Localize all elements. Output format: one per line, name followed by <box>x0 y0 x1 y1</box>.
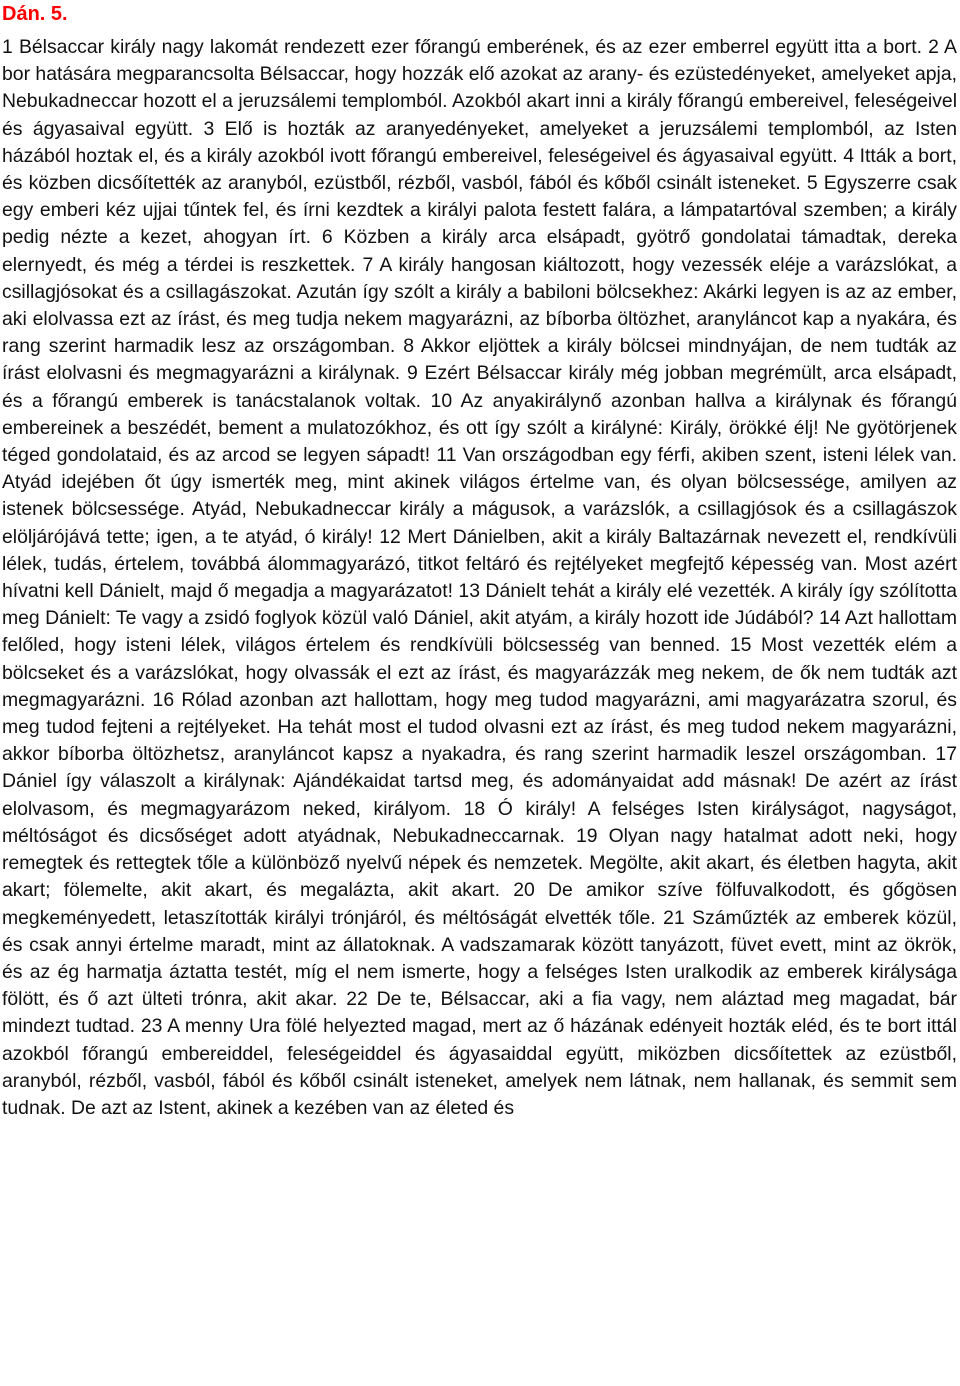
chapter-body-text: 1 Bélsaccar király nagy lakomát rendezett ezer főrangú emberének, és az ezer emberrel együtt itta a bort. 2 A bor hatására megparancsolta Bélsaccar, hogy hozzák elő azokat az arany- és ezüstedényeket, amelyeket apja, Nebukadneccar hozott el a jeruzsálemi templomból. Azokból akart inni a király főrangú embereivel, feleségeivel és ágyasaival együtt. 3 Elő is hozták az aranyedényeket, amelyeket a jeruzsálemi templomból, az Isten házából hoztak el, és a király azokból ivott főrangú embereivel, feleségeivel és ágyasaival együtt. 4 Itták a bort, és közben dicsőítették az aranyból, ezüstből, rézből, vasból, fából és kőből csinált isteneket. 5 Egyszerre csak egy emberi kéz ujjai tűntek fel, és írni kezdtek a királyi palota festett falára, a lámpatartóval szemben; a király pedig nézte a kezet, ahogyan írt. 6 Közben a király arca elsápadt, gyötrő gondolatai támadtak, dereka elernyedt, és még a térdei is reszkettek. 7 A király hangosan kiáltozott, hogy vezessék eléje a varázslókat, a csillagjósokat és a csillagászokat. Azután így szólt a király a babiloni bölcsekhez: Akárki legyen is az az ember, aki elolvassa ezt az írást, és meg tudja nekem magyarázni, az bíborba öltözhet, aranyláncot kap a nyakára, és rang szerint harmadik lesz az országomban. 8 Akkor eljöttek a király bölcsei mindnyájan, de nem tudták az írást elolvasni és megmagyarázni a királynak. 9 Ezért Bélsaccar király még jobban megrémült, arca elsápadt, és a főrangú emberek is tanácstalanok voltak. 10 Az anyakirálynő azonban hallva a királynak és főrangú embereinek a beszédét, bement a mulatozókhoz, és ott így szólt a királyné: Király, örökké élj! Ne gyötörjenek téged gondolataid, és az arcod se legyen sápadt! 11 Van országodban egy férfi, akiben szent, isteni lélek van. Atyád idejében őt úgy ismerték meg, mint akinek világos értelme van, és olyan bölcsessége, amilyen az istenek bölcsessége. Atyád, Nebukadneccar király a mágusok, a varázslók, a csillagjósok és a csillagászok elöljárójává tette; igen, a te atyád, ó király! 12 Mert Dánielben, akit a király Baltazárnak nevezett el, rendkívüli lélek, tudás, értelem, továbbá álommagyarázó, titkot feltáró és rejtélyeket megfejtő képesség van. Most azért hívatni kell Dánielt, majd ő megadja a magyarázatot! 13 Dánielt tehát a király elé vezették. A király így szólította meg Dánielt: Te vagy a zsidó foglyok közül való Dániel, akit atyám, a király hozott ide Júdából? 14 Azt hallottam felőled, hogy isteni lélek, világos értelem és rendkívüli bölcsesség van benned. 15 Most vezették elém a bölcseket és a varázslókat, hogy olvassák el ezt az írást, és magyarázzák meg nekem, de ők nem tudták azt megmagyarázni. 16 Rólad azonban azt hallottam, hogy meg tudod magyarázni, ami magyarázatra szorul, és meg tudod fejteni a rejtélyeket. Ha tehát most el tudod olvasni ezt az írást, és meg tudod nekem magyarázni, akkor bíborba öltözhetsz, aranyláncot kapsz a nyakadra, és rang szerint harmadik leszel országomban. 17 Dániel így válaszolt a királynak: Ajándékaidat tartsd meg, és adományaidat add másnak! De azért az írást elolvasom, és megmagyarázom neked, királyom. 18 Ó király! A felséges Isten királyságot, nagyságot, méltóságot és dicsőséget adott atyádnak, Nebukadneccarnak. 19 Olyan nagy hatalmat adott neki, hogy remegtek és rettegtek tőle a különböző nyelvű népek és nemzetek. Megölte, akit akart, és életben hagyta, akit akart; fölemelte, akit akart, és megalázta, akit akart. 20 De amikor szíve fölfuvalkodott, és gőgösen megkeményedett, letaszították királyi trónjáról, és méltóságát elvették tőle. 21 Száműzték az emberek közül, és csak annyi értelme maradt, mint az állatoknak. A vadszamarak között tanyázott, füvet evett, mint az ökrök, és az ég harmatja áztatta testét, míg el nem ismerte, hogy a felséges Isten uralkodik az emberek királysága fölött, és ő azt ülteti trónra, akit akar. 22 De te, Bélsaccar, aki a fia vagy, nem aláztad meg magadat, bár mindezt tudtad. 23 A menny Ura fölé helyezted magad, mert az ő házának edényeit hozták eléd, és te bort ittál azokból főrangú embereiddel, feleségeiddel és ágyasaiddal együtt, miközben dicsőítettek az ezüstből, aranyból, rézből, vasból, fából és kőből csinált isteneket, amelyek nem látnak, nem hallanak, és semmit sem tudnak. De azt az Istent, akinek a kezében van az életed és <box>2 36 957 1119</box>
chapter-title: Dán. 5. <box>2 3 68 25</box>
